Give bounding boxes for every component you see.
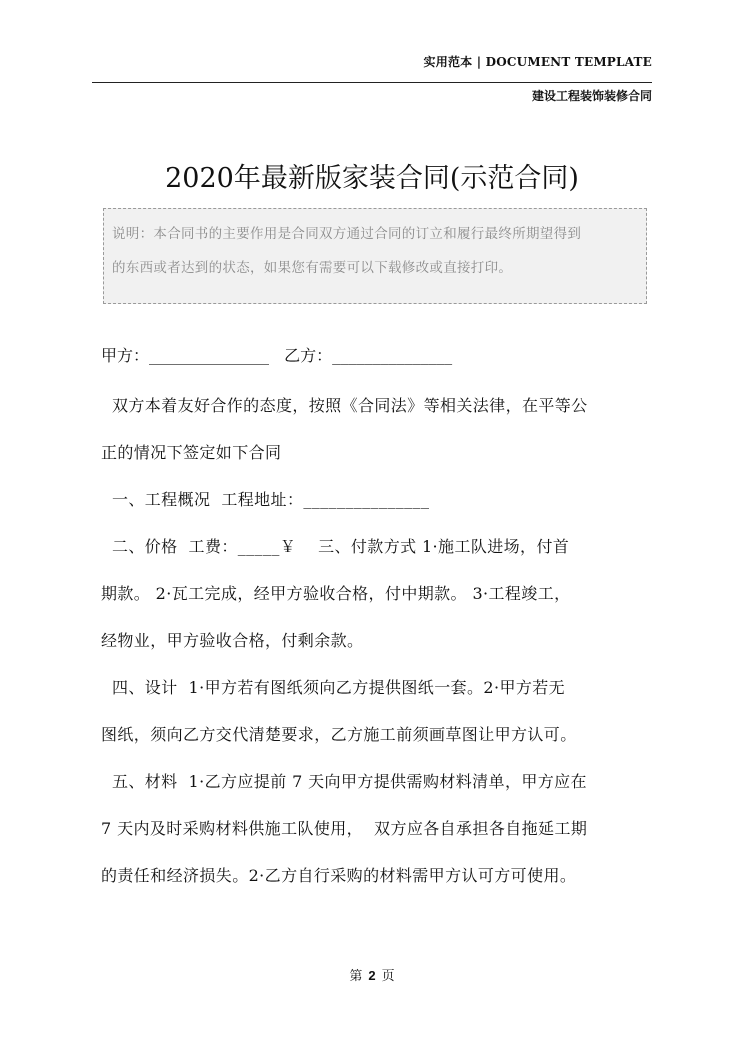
header-document-category: 建设工程装饰装修合同 (531, 89, 652, 103)
party-b-field: 乙方：_______________ (284, 346, 453, 365)
paragraph-line: 正的情况下签定如下合同 (101, 443, 282, 462)
section-design: 四、设计 1·甲方若有图纸须向乙方提供图纸一套。2·甲方若无 (101, 678, 566, 697)
page-number (0, 965, 744, 984)
paragraph-line: 的责任和经济损失。2·乙方自行采购的材料需甲方认可方可使用。 (101, 866, 577, 885)
parties-line (101, 343, 452, 366)
paragraph-line: 双方本着友好合作的态度，按照《合同法》等相关法律，在平等公 (101, 396, 588, 415)
page-prefix: 第 (349, 969, 363, 984)
note-line: 说明：本合同书的主要作用是合同双方通过合同的订立和履行最终所期望得到 (112, 226, 582, 242)
section-price-payment: 二、价格 工费：_____￥ 三、付款方式 1·施工队进场，付首 (101, 537, 570, 556)
note-line: 的东西或者达到的状态，如果您有需要可以下载修改或直接打印。 (112, 260, 513, 276)
header-divider (92, 82, 652, 83)
paragraph-line: 7 天内及时采购材料供施工队使用， 双方应各自承担各自拖延工期 (101, 819, 588, 838)
contract-body (101, 382, 661, 899)
paragraph-line: 期款。 2·瓦工完成，经甲方验收合格，付中期款。 3·工程竣工， (101, 584, 571, 603)
paragraph-line: 经物业，甲方验收合格，付剩余款。 (101, 631, 364, 650)
section-engineering-overview: 一、工程概况 工程地址：_______________ (101, 490, 430, 509)
document-title: 2020年最新版家装合同(示范合同) (165, 163, 579, 195)
section-materials: 五、材料 1·乙方应提前 7 天向甲方提供需购材料清单，甲方应在 (101, 772, 587, 791)
page-number-value: 2 (368, 968, 376, 983)
paragraph-line: 图纸，须向乙方交代清楚要求，乙方施工前须画草图让甲方认可。 (101, 725, 577, 744)
note-box (103, 208, 647, 304)
party-a-field: 甲方：_______________ (101, 346, 270, 365)
page-suffix: 页 (381, 969, 395, 984)
header-template-label: 实用范本 | DOCUMENT TEMPLATE (423, 55, 652, 69)
